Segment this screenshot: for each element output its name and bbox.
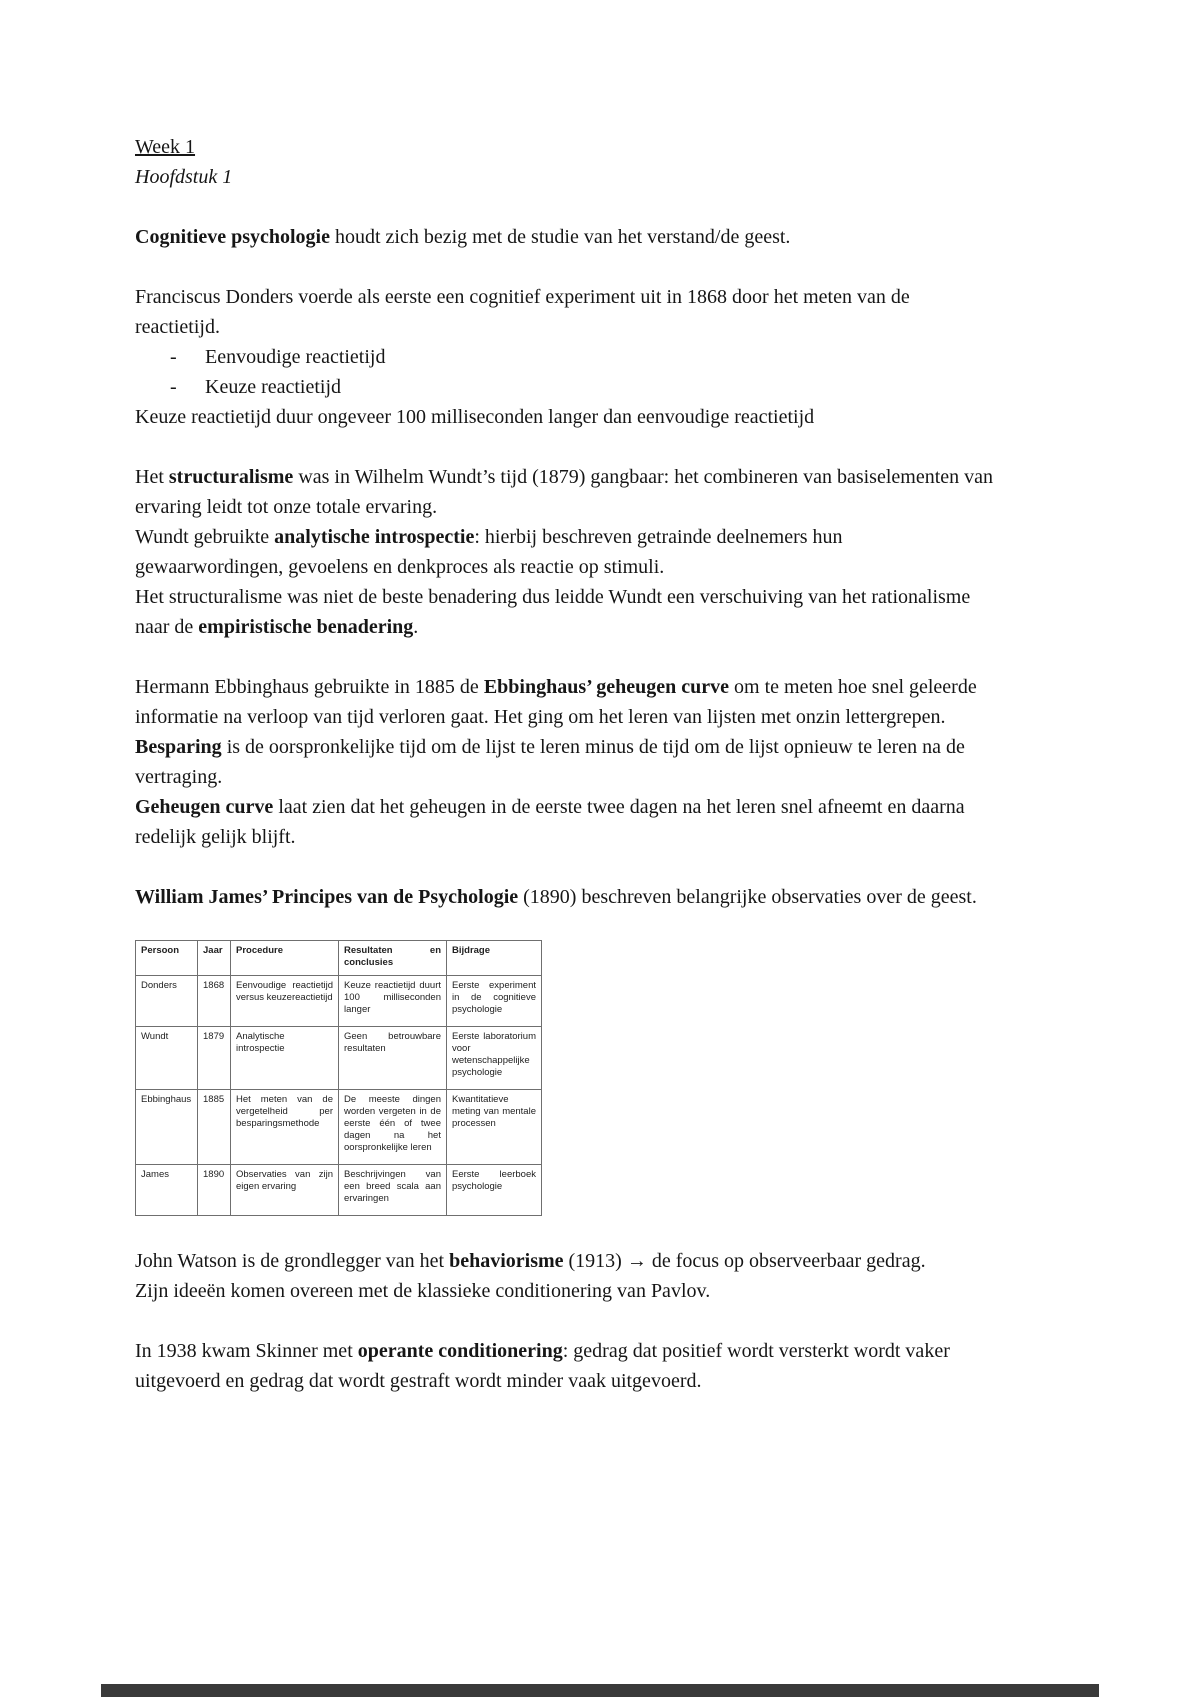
paragraph: [135, 402, 993, 432]
text-segment: houdt zich bezig met de studie van het verstand/de geest.: [330, 226, 791, 248]
paragraph: [135, 672, 993, 732]
content-after-table: [135, 1246, 993, 1396]
table-cell: Keuze reactietijd duurt 100 milliseconden langer: [339, 976, 447, 1027]
table-header-row: [136, 941, 542, 976]
paragraph: [135, 732, 993, 792]
table-cell: Eenvoudige reactietijd versus keuzereactietijd: [231, 976, 339, 1027]
text-segment: Hermann Ebbinghaus gebruikte in 1885 de: [135, 676, 484, 698]
viewer-bottom-bar: [101, 1684, 1099, 1697]
text-segment: Franciscus Donders voerde als eerste een cognitief experiment uit in 1868 door het meten van de reactietijd.: [135, 286, 910, 338]
bullet-dash: -: [170, 346, 177, 368]
text-segment: analytische introspectie: [274, 526, 475, 548]
table-cell: Eerste experiment in de cognitieve psychologie: [447, 976, 542, 1027]
paragraph: [135, 282, 993, 342]
paragraph: [135, 582, 993, 642]
text-segment: : hierbij beschreven getrainde deelnemers hun gewaarwordingen, gevoelens en denkproces als reactie op stimuli.: [135, 526, 843, 578]
text-segment: Geheugen curve: [135, 796, 274, 818]
text-segment: Het structuralisme was niet de beste benadering dus leidde Wundt een verschuiving van het rationalisme naar de: [135, 586, 971, 638]
text-segment: is de oorspronkelijke tijd om de lijst te leren minus de tijd om de lijst opnieuw te leren na de vertraging.: [135, 736, 965, 788]
table-header-cell: Jaar: [198, 941, 231, 976]
table-cell: 1890: [198, 1165, 231, 1216]
text-segment: (1913) → de focus op observeerbaar gedrag.: [563, 1250, 926, 1272]
text-segment: Cognitieve psychologie: [135, 226, 330, 248]
paragraph: [135, 1246, 993, 1276]
text-segment: structuralisme: [168, 466, 294, 488]
table-cell: De meeste dingen worden vergeten in de eerste één of twee dagen na het oorspronkelijke leren: [339, 1090, 447, 1165]
text-segment: laat zien dat het geheugen in de eerste twee dagen na het leren snel afneemt en daarna redelijk gelijk blijft.: [135, 796, 965, 848]
table-header-cell: Bijdrage: [447, 941, 542, 976]
table-cell: 1879: [198, 1027, 231, 1090]
text-segment: Keuze reactietijd duur ongeveer 100 milliseconden langer dan eenvoudige reactietijd: [135, 406, 815, 428]
list-item: [135, 342, 993, 372]
paragraph: [135, 882, 993, 912]
table-cell: Analytische introspectie: [231, 1027, 339, 1090]
text-segment: .: [413, 616, 419, 638]
paragraph: [135, 1336, 993, 1396]
list-item-text: Keuze reactietijd: [205, 376, 342, 398]
table-cell: Geen betrouwbare resultaten: [339, 1027, 447, 1090]
paragraph: [135, 462, 993, 522]
paragraph: [135, 1276, 993, 1306]
text-segment: operante conditionering: [357, 1340, 563, 1362]
table-header-cell: Resultaten en conclusies: [339, 941, 447, 976]
table-header-cell: Procedure: [231, 941, 339, 976]
table-cell: Kwantitatieve meting van mentale processen: [447, 1090, 542, 1165]
bullet-dash: -: [170, 376, 177, 398]
text-segment: : gedrag dat positief wordt versterkt wordt vaker uitgevoerd en gedrag dat wordt gestraft wordt minder vaak uitgevoerd.: [135, 1340, 950, 1392]
list-item-text: Eenvoudige reactietijd: [205, 346, 386, 368]
table-cell: Beschrijvingen van een breed scala aan ervaringen: [339, 1165, 447, 1216]
page-subtitle: Hoofdstuk 1: [135, 166, 233, 188]
table-cell: 1868: [198, 976, 231, 1027]
bullet-list: [135, 342, 993, 402]
table-row: [136, 1027, 542, 1090]
content-before-table: [135, 222, 993, 912]
table-cell: Wundt: [136, 1027, 198, 1090]
table-cell: James: [136, 1165, 198, 1216]
table-cell: Ebbinghaus: [136, 1090, 198, 1165]
text-segment: (1890) beschreven belangrijke observaties over de geest.: [518, 886, 977, 908]
table-row: [136, 1165, 542, 1216]
document-content: [135, 132, 993, 1396]
paragraph: [135, 522, 993, 582]
page-title: Week 1: [135, 136, 196, 158]
text-segment: Het: [135, 466, 169, 488]
table-cell: Observaties van zijn eigen ervaring: [231, 1165, 339, 1216]
paragraph: [135, 222, 993, 252]
table-row: [136, 1090, 542, 1165]
text-segment: om te meten hoe snel geleerde informatie na verloop van tijd verloren gaat. Het ging om het leren van lijsten met onzin lettergrepen.: [135, 676, 977, 728]
text-segment: Besparing: [135, 736, 222, 758]
text-segment: John Watson is de grondlegger van het: [135, 1250, 450, 1272]
text-segment: was in Wilhelm Wundt’s tijd (1879) gangbaar: het combineren van basiselementen van ervaring leidt tot onze totale ervaring.: [135, 466, 994, 518]
table-body: [136, 976, 542, 1216]
summary-table: [135, 940, 542, 1216]
table-cell: Eerste leerboek psychologie: [447, 1165, 542, 1216]
text-segment: empiristische benadering: [198, 616, 414, 638]
table-cell: Donders: [136, 976, 198, 1027]
text-segment: In 1938 kwam Skinner met: [135, 1340, 358, 1362]
paragraph: [135, 792, 993, 852]
text-segment: Ebbinghaus’ geheugen curve: [483, 676, 730, 698]
list-item: [135, 372, 993, 402]
text-segment: William James’ Principes van de Psychologie: [135, 886, 519, 908]
table-cell: Het meten van de vergetelheid per besparingsmethode: [231, 1090, 339, 1165]
table-cell: Eerste laboratorium voor wetenschappelijke psychologie: [447, 1027, 542, 1090]
table-row: [136, 976, 542, 1027]
text-segment: behaviorisme: [449, 1250, 564, 1272]
table-header-cell: Persoon: [136, 941, 198, 976]
table-cell: 1885: [198, 1090, 231, 1165]
text-segment: Wundt gebruikte: [135, 526, 275, 548]
text-segment: Zijn ideeën komen overeen met de klassieke conditionering van Pavlov.: [135, 1280, 711, 1302]
